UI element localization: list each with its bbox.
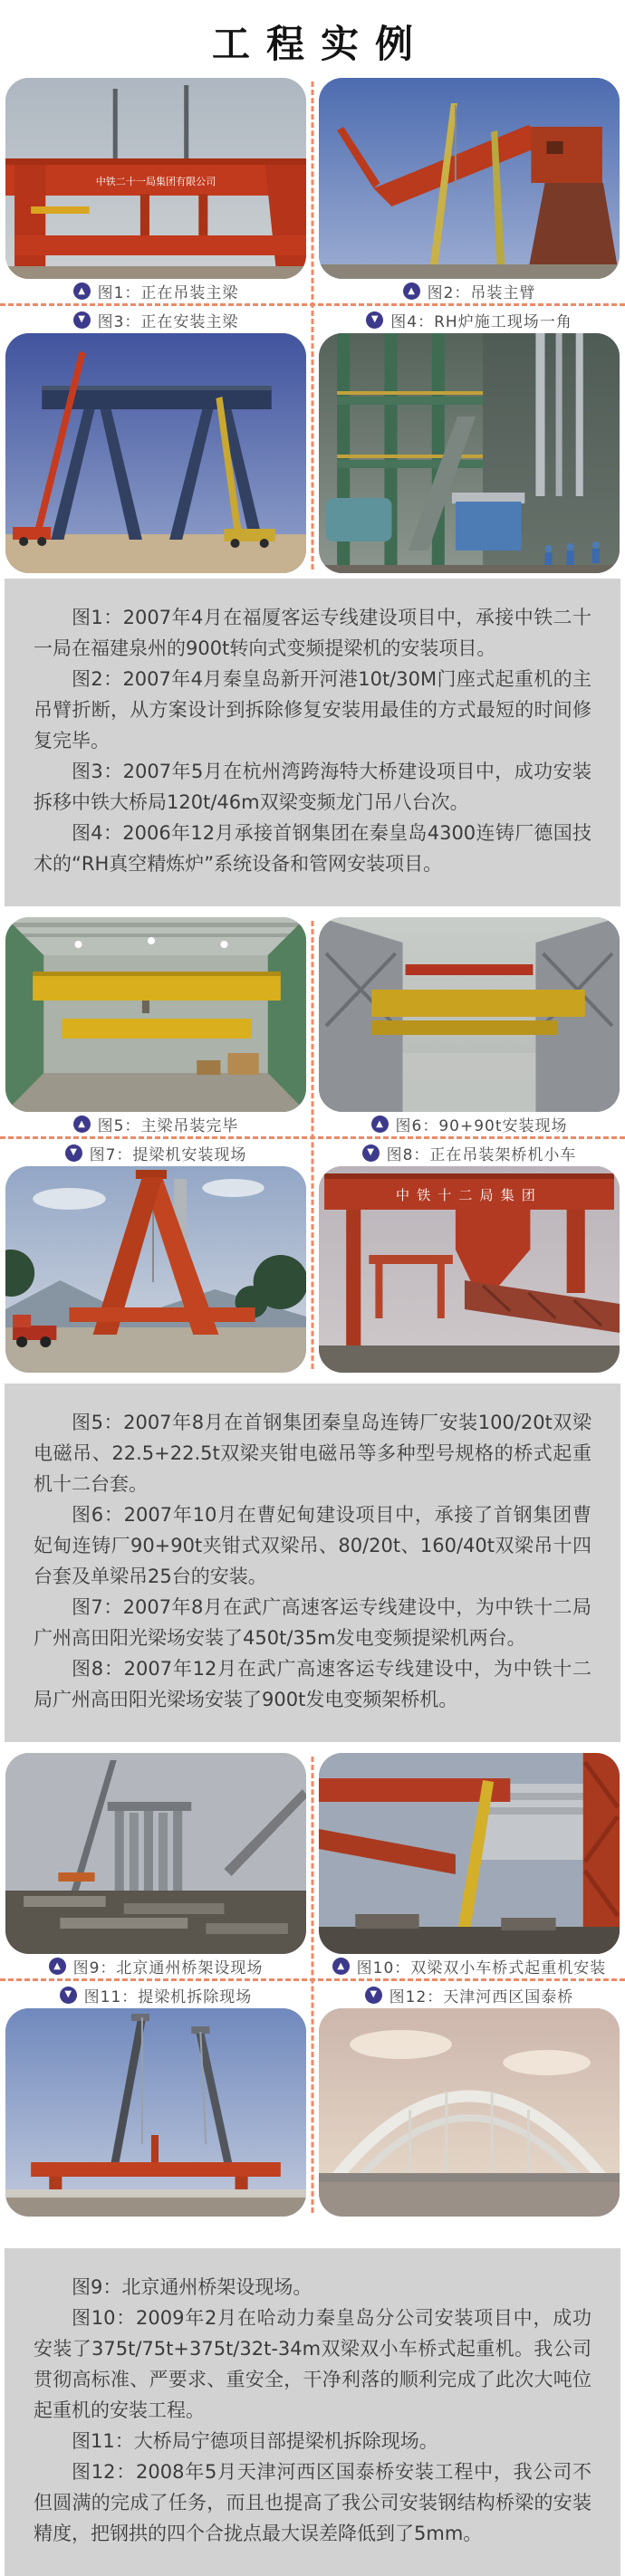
photo-fig8	[319, 1166, 620, 1373]
arrow-down-icon: ▼	[73, 311, 91, 329]
paragraph-fig3: 图3：2007年5月在杭州湾跨海特大桥建设项目中，成功安装拆移中铁大桥局120t/46m双梁变频龙门吊八台次。	[34, 761, 591, 813]
photo-fig11-image	[5, 2008, 306, 2217]
photo-fig1	[5, 78, 306, 279]
photo-fig12	[319, 2008, 620, 2217]
photo-fig10	[319, 1753, 620, 1954]
photo-fig5-image	[5, 917, 306, 1112]
paragraph-fig4: 图4：2006年12月承接首钢集团在秦皇岛4300连铸厂德国技术的“RH真空精炼炉”系统设备和管网安装项目。	[34, 822, 591, 875]
caption-fig1	[5, 279, 306, 303]
caption-fig10	[319, 1954, 620, 1978]
photo-fig5	[5, 917, 306, 1112]
caption-fig6-label: 图6：90+90t安装现场	[395, 1117, 568, 1135]
photo-fig7	[5, 1166, 306, 1373]
arrow-up-icon: ▲	[49, 1958, 66, 1975]
caption-fig6	[319, 1112, 620, 1136]
caption-fig10-label: 图10：双梁双小车桥式起重机安装	[356, 1959, 607, 1977]
paragraph-fig12: 图12：2008年5月天津河西区国泰桥安装工程中，我公司不但圆满的完成了任务，而且也提高了我公司安装钢结构桥梁的安装精度，把钢拱的四个合拢点最大误差降低到了5mm。	[34, 2461, 591, 2544]
arrow-down-icon: ▼	[365, 1987, 382, 2004]
photo-section-3	[0, 1753, 625, 2217]
arrow-down-icon: ▼	[362, 1144, 380, 1162]
caption-fig2	[319, 279, 620, 303]
paragraph-fig7: 图7：2007年8月在武广高速客运专线建设中，为中铁十二局广州高田阳光梁场安装了450t/35m发电变频提梁机两台。	[34, 1596, 591, 1649]
paragraph-fig10: 图10：2009年2月在哈动力秦皇岛分公司安装项目中，成功安装了375t/75t+375t/32t-34m双梁双小车桥式起重机。我公司贯彻高标准、严要求、重安全，干净利落的顺利完成了此次大吨位起重机的安装工程。	[34, 2307, 591, 2421]
svg-text:中铁十二局集团: 中铁十二局集团	[396, 1187, 543, 1203]
paragraph-fig2: 图2：2007年4月秦皇岛新开河港10t/30M门座式起重机的主吊臂折断，从方案设计到拆除修复安装用最佳的方式最短的时间修复完毕。	[34, 668, 591, 752]
arrow-up-icon: ▲	[332, 1958, 350, 1975]
paragraph-fig11: 图11：大桥局宁德项目部提梁机拆除现场。	[72, 2430, 438, 2452]
paragraph-fig6: 图6：2007年10月在曹妃甸建设项目中，承接了首钢集团曹妃甸连铸厂90+90t夹钳式双梁吊、80/20t、160/40t双梁吊十四台套及单梁吊25台的安装。	[34, 1504, 591, 1587]
caption-fig4	[319, 306, 620, 333]
arrow-up-icon: ▲	[371, 1116, 389, 1133]
caption-fig3-label: 图3：正在安装主梁	[97, 312, 239, 331]
photo-fig1-image	[5, 78, 306, 279]
caption-fig12	[319, 1981, 620, 2008]
caption-fig9	[5, 1954, 306, 1978]
caption-fig11-label: 图11：提梁机拆除现场	[83, 1987, 253, 2006]
photo-fig6	[319, 917, 620, 1112]
text-block-3	[5, 2248, 620, 2576]
caption-fig1-label: 图1：正在吊装主梁	[97, 284, 239, 302]
text-block-2	[5, 1384, 620, 1742]
paragraph-fig9: 图9：北京通州桥架设现场。	[72, 2276, 312, 2298]
photo-fig11	[5, 2008, 306, 2217]
paragraph-fig5: 图5：2007年8月在首钢集团秦皇岛连铸厂安装100/20t双梁电磁吊、22.5+22.5t双梁夹钳电磁吊等多种型号规格的桥式起重机十二台套。	[34, 1412, 591, 1495]
photo-fig9-image	[5, 1753, 306, 1954]
photo-section-1	[0, 78, 625, 573]
paragraph-fig1: 图1：2007年4月在福厦客运专线建设项目中，承接中铁二十一局在福建泉州的900t转向式变频提梁机的安装项目。	[34, 607, 591, 659]
photo-fig3	[5, 333, 306, 573]
photo-fig8-image	[319, 1166, 620, 1373]
photo-fig9	[5, 1753, 306, 1954]
photo-fig10-image	[319, 1753, 620, 1954]
caption-fig3	[5, 306, 306, 333]
caption-fig7-label: 图7：提梁机安装现场	[89, 1145, 247, 1164]
caption-fig2-label: 图2：吊装主臂	[427, 284, 536, 302]
text-block-1	[5, 579, 620, 906]
photo-fig7-image	[5, 1166, 306, 1373]
photo-section-2	[0, 917, 625, 1373]
svg-text:中铁二十一局集团有限公司: 中铁二十一局集团有限公司	[95, 176, 216, 187]
caption-fig8	[319, 1139, 620, 1166]
photo-fig4	[319, 333, 620, 573]
photo-fig2	[319, 78, 620, 279]
photo-fig4-image	[319, 333, 620, 573]
caption-fig5-label: 图5：主梁吊装完毕	[97, 1117, 239, 1135]
caption-fig12-label: 图12：天津河西区国泰桥	[389, 1987, 574, 2006]
arrow-up-icon: ▲	[403, 282, 420, 300]
paragraph-fig8: 图8：2007年12月在武广高速客运专线建设中，为中铁十二局广州高田阳光梁场安装了900t发电变频架桥机。	[34, 1658, 591, 1710]
caption-fig8-label: 图8：正在吊装架桥机小车	[386, 1145, 577, 1164]
photo-fig3-image	[5, 333, 306, 573]
caption-fig11	[5, 1981, 306, 2008]
arrow-down-icon: ▼	[60, 1987, 77, 2004]
arrow-down-icon: ▼	[65, 1144, 82, 1162]
caption-fig9-label: 图9：北京通州桥架设现场	[72, 1959, 264, 1977]
arrow-down-icon: ▼	[366, 311, 383, 329]
caption-fig5	[5, 1112, 306, 1136]
photo-fig2-image	[319, 78, 620, 279]
page-title: 工程实例	[211, 22, 429, 66]
photo-fig6-image	[319, 917, 620, 1112]
photo-fig12-image	[319, 2008, 620, 2217]
arrow-up-icon: ▲	[73, 282, 91, 300]
caption-fig4-label: 图4：RH炉施工现场一角	[390, 312, 572, 331]
caption-fig7	[5, 1139, 306, 1166]
arrow-up-icon: ▲	[73, 1116, 91, 1133]
